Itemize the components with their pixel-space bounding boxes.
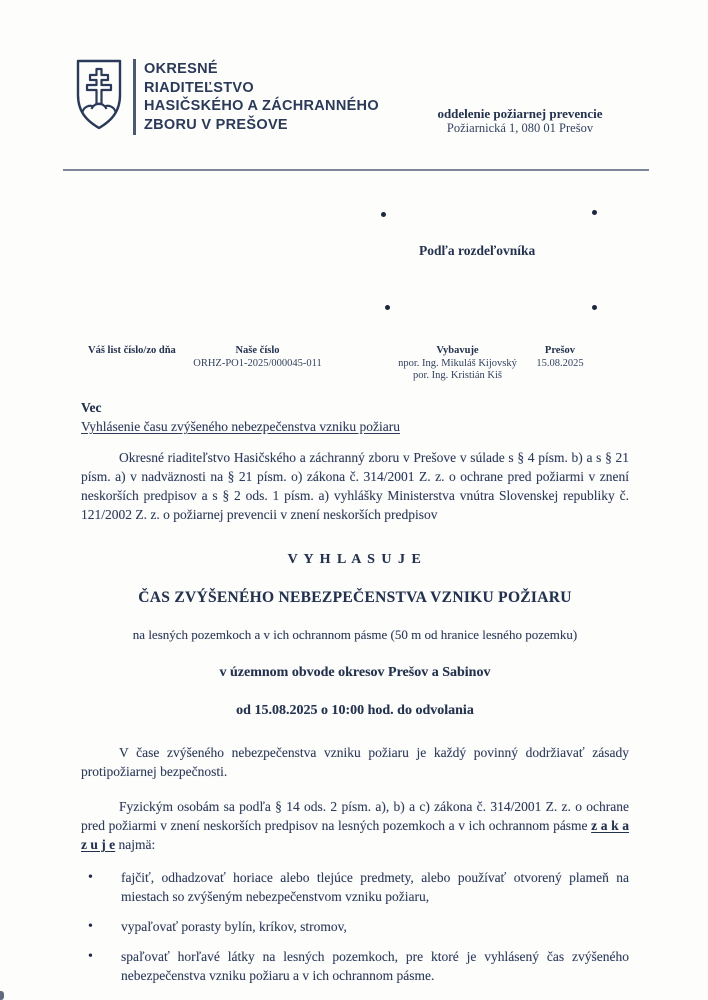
scan-edge-artifact	[0, 991, 4, 1000]
prohibition-prefix: Fyzickým osobám sa podľa § 14 ods. 2 písm. a), b) a c) zákona č. 314/2001 Z. z. o ochrane pred požiarmi v znení neskorších predpisov na lesných pozemkoch a v ich ochrannom pásme	[81, 799, 629, 833]
districts-line: v územnom obvode okresov Prešov a Sabinov	[219, 665, 491, 680]
scope-line: na lesných pozemkoch a v ich ochrannom pásme (50 m od hranice lesného pozemku)	[132, 627, 578, 642]
prohibition-keyword: z a k a z u j e	[81, 818, 630, 852]
department-address: Požiarnická 1, 080 01 Prešov	[446, 121, 594, 135]
ref-handled-by-header: Vybavuje	[436, 345, 479, 356]
org-line: HASIČSKÉHO A ZÁCHRANNÉHO	[144, 98, 379, 114]
intro-paragraph: Okresné riaditeľstvo Hasičského a záchranný zboru v Prešove v súlade s § 4 písm. b) a s § 21 písm. a) v nadväznosti na § 21 písm. o) zákona č. 314/2001 Z. z. o ochrane pred požiarmi v znení neskorších predpisov a s § 2 ods. 1 písm. a) vyhlášky Ministerstva vnútra Slovenskej republiky č. 121/2002 Z. z. o požiarnej prevencii v znení neskorších predpisov	[81, 450, 629, 522]
duty-paragraph: V čase zvýšeného nebezpečenstva vzniku požiaru je každý povinný dodržiavať zásady protipožiarnej bezpečnosti.	[81, 745, 629, 779]
ref-your-letter-header: Váš list číslo/zo dňa	[88, 345, 176, 356]
department-name: oddelenie požiarnej prevencie	[437, 106, 603, 121]
registration-dot	[592, 210, 597, 215]
registration-dot	[381, 212, 386, 217]
prohibition-suffix: najmä:	[115, 837, 156, 852]
org-line: ZBORU V PREŠOVE	[144, 116, 288, 133]
ref-handler-1: npor. Ing. Mikuláš Kijovský	[398, 357, 517, 369]
registration-dot	[592, 305, 597, 310]
letterhead-rule	[63, 169, 649, 171]
slovak-coat-of-arms-icon	[74, 57, 124, 135]
list-item: • fajčiť, odhadzovať horiace alebo tlejúce predmety, alebo používať otvorený plameň na miestach so zvýšeným nebezpečenstvom vzniku požiaru,	[81, 868, 629, 906]
subject-text: Vyhlásenie času zvýšeného nebezpečenstva vzniku požiaru	[81, 419, 400, 434]
org-line: RIADITEĽSTVO	[144, 79, 254, 96]
letterhead-divider	[133, 59, 136, 135]
fire-danger-title: ČAS ZVÝŠENÉHO NEBEZPEČENSTVA VZNIKU POŽIARU	[138, 589, 572, 606]
org-line: OKRESNÉ	[144, 61, 218, 77]
list-item: • spaľovať horľavé látky na lesných pozemkoch, pre ktoré je vyhlásený čas zvýšeného nebezpečenstva vzniku požiaru a v ich ochrannom pásme.	[81, 947, 629, 985]
subject-label: Vec	[81, 400, 102, 415]
prohibition-paragraph	[81, 797, 629, 854]
ref-date-value: 15.08.2025	[536, 357, 584, 369]
ref-place-date	[515, 345, 605, 370]
ref-handler-2: por. Ing. Kristián Kiš	[413, 370, 502, 381]
declares-heading: V Y H L A S U J E	[287, 552, 423, 567]
organization-name	[144, 60, 424, 134]
ref-our-number-value: ORHZ-PO1-2025/000045-011	[193, 357, 322, 369]
prohibited-actions-list	[81, 868, 629, 985]
ref-our-number	[180, 345, 335, 370]
registration-dot	[385, 305, 390, 310]
list-item: • vypaľovať porasty bylín, kríkov, stromov,	[81, 917, 629, 936]
effective-line: od 15.08.2025 o 10:00 hod. do odvolania	[236, 703, 474, 718]
ref-our-number-header: Naše číslo	[235, 345, 280, 356]
department-block	[408, 106, 632, 136]
recipient-line: Podľa rozdeľovníka	[419, 243, 536, 258]
document-body	[81, 398, 629, 996]
ref-place-header: Prešov	[544, 345, 576, 356]
